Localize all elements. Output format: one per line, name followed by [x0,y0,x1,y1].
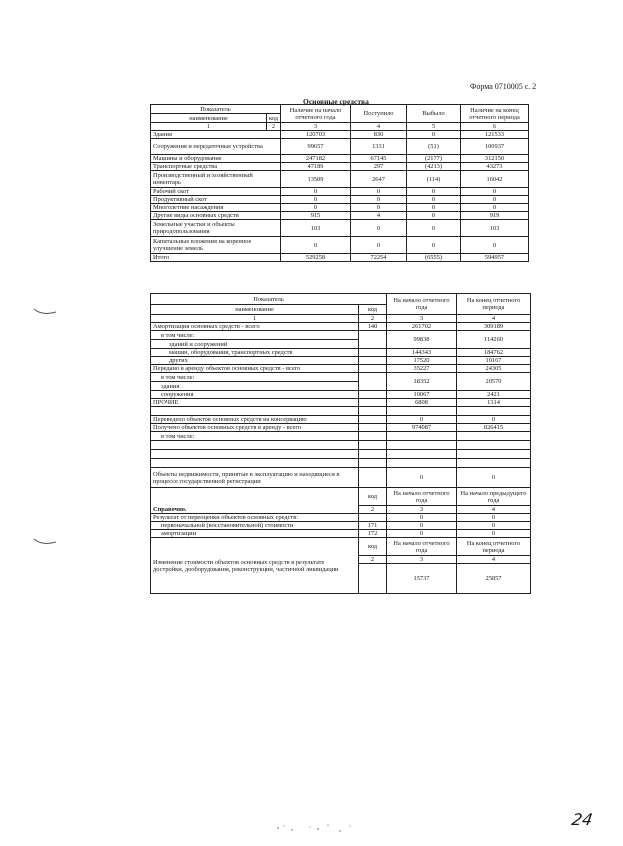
cell-value: 25857 [457,564,531,594]
cell-value: (114) [407,171,461,188]
table-row [151,365,531,373]
cell-code [359,468,387,488]
column-number: 1 [151,315,359,323]
cell-value: 72254 [351,254,407,262]
cell-value: 17520 [387,357,457,365]
depreciation-lease-table [150,293,531,594]
table-row [151,424,531,432]
reference-header-row [151,488,531,506]
cell-value: 0 [407,212,461,220]
punch-mark-bottom [32,536,58,546]
table-row [151,212,529,220]
cell-value: 297 [351,163,407,171]
row-label: ПРОЧИЕ [151,399,359,407]
cell-code: 140 [359,323,387,331]
column-number: 3 [387,556,457,564]
column-number: 4 [457,556,531,564]
cell-value: 0 [461,237,529,254]
table-row [151,468,531,488]
cell-value: 13509 [281,171,351,188]
cell-value: 1314 [457,399,531,407]
cell-value: 144343 [387,349,457,357]
cell-value: 35227 [387,365,457,373]
table-row [151,530,531,538]
row-label: Здания [151,131,281,139]
row-label: машин, оборудования, транспортных средств [151,349,359,357]
header-name: наименование [151,114,267,123]
column-number: 2 [359,506,387,514]
column-number: 5 [407,123,461,131]
cell-value: 0 [457,530,531,538]
header-indicator: Показатель [151,105,281,114]
cell-value: 0 [407,131,461,139]
table-row-empty [151,441,531,450]
cell-value: 103 [461,220,529,237]
column-number: 2 [359,315,387,323]
header-code: код [359,538,387,556]
cell-code [359,391,387,399]
row-label: Многолетние насаждения [151,204,281,212]
column-number: 6 [461,123,529,131]
cell-value: 0 [407,204,461,212]
table-row [151,163,529,171]
header-end: На конец отчетного периода [457,294,531,315]
row-label: Рабочий скот [151,188,281,196]
cell-value: 0 [281,237,351,254]
row-label: в том числе: [151,432,359,441]
cell-code [359,365,387,373]
cell-value: 594957 [461,254,529,262]
cell-code [359,564,387,594]
row-label: Передано в аренду объектов основных средств - всего [151,365,359,373]
cell-value: 919 [461,212,529,220]
header-start: На начало отчетного года [387,294,457,315]
row-label: в том числе: [151,373,359,382]
table-row [151,204,529,212]
row-label: Производственный и хозяйственный инвентарь [151,171,281,188]
table-row [151,399,531,407]
table-row [151,171,529,188]
cell-value: (4213) [407,163,461,171]
row-label: зданий и сооружений [151,340,359,349]
change-header-row [151,538,531,556]
cell-value: 0 [351,188,407,196]
cell-value: 4 [351,212,407,220]
table-row [151,391,531,399]
table-row [151,139,529,155]
row-label: Машины и оборудование [151,155,281,163]
cell-value: 100937 [461,139,529,155]
table-row [151,432,531,441]
page-number: 24 [570,810,595,829]
row-label: Транспортные средства [151,163,281,171]
header-received: Поступило [351,105,407,123]
header-disposed: Выбыло [407,105,461,123]
cell-code [359,349,387,357]
cell-value: 10067 [387,391,457,399]
cell-value: 0 [461,196,529,204]
table-row [151,514,531,522]
cell-code [359,331,387,349]
cell-code [359,399,387,407]
cell-value: 15737 [387,564,457,594]
table-row [151,131,529,139]
table-row [151,373,531,382]
cell-value: 826415 [457,424,531,432]
table-row-empty [151,450,531,459]
row-label: Другие виды основных средств [151,212,281,220]
cell-code [359,357,387,365]
column-number: 4 [351,123,407,131]
cell-value: 312150 [461,155,529,163]
row-label: Продуктивный скот [151,196,281,204]
column-number: 2 [359,556,387,564]
cell-value: (2177) [407,155,461,163]
table-row [151,323,531,331]
cell-value: 43273 [461,163,529,171]
cell-value: 974087 [387,424,457,432]
row-label: здания [151,382,359,391]
cell-value: 6808 [387,399,457,407]
table-row [151,196,529,204]
header-code: код [359,305,387,315]
row-label: Капитальные вложения на коренное улучшение земель [151,237,281,254]
header-code: код [359,488,387,506]
table-row [151,349,531,357]
table-row [151,188,529,196]
table-row-total [151,254,529,262]
cell-value: 0 [387,522,457,530]
cell-value: 0 [407,196,461,204]
change-label: Изменение стоимости объектов основных средств в результате достройки, дооборудования, реконструкции, частичной ликвидации [151,538,359,594]
column-number: 4 [457,315,531,323]
row-label: Объекты недвижимости, принятые в эксплуатацию и находящиеся в процессе государственной регистрации [151,468,359,488]
cell-value: 309189 [457,323,531,331]
table-row [151,331,531,340]
cell-value: 0 [457,468,531,488]
header-prev: На начало предыдущего года [457,488,531,506]
header-start: Наличие на начало отчетного года [281,105,351,123]
cell-value: 20570 [457,373,531,391]
cell-code [359,424,387,432]
column-number: 2 [267,123,281,131]
cell-value: (6555) [407,254,461,262]
cell-value: 24305 [457,365,531,373]
cell-value: (51) [407,139,461,155]
cell-code [359,373,387,391]
cell-value: 16042 [461,171,529,188]
column-number: 3 [281,123,351,131]
column-number: 4 [457,506,531,514]
row-label: Амортизация основных средств - всего [151,323,359,331]
header-end: Наличие на конец отчетного периода [461,105,529,123]
form-number: Форма 0710005 с. 2 [470,82,537,91]
row-label: других [151,357,359,365]
header-start: На начало отчетного года [387,488,457,506]
cell-code: 172 [359,530,387,538]
table-row-empty [151,459,531,468]
table-row [151,416,531,424]
row-label: Сооружения и передаточные устройства [151,139,281,155]
cell-value: 10167 [457,357,531,365]
cell-value: 0 [461,188,529,196]
column-number: 3 [387,315,457,323]
cell-value: 0 [351,220,407,237]
table-row [151,522,531,530]
cell-value: 0 [457,416,531,424]
row-label: Получено объектов основных средств в аренду - всего [151,424,359,432]
cell-value: 0 [457,522,531,530]
cell-value: 0 [387,530,457,538]
row-label: сооружения [151,391,359,399]
cell-value: 114260 [457,331,531,349]
column-number: 1 [151,123,267,131]
cell-value: 0 [387,416,457,424]
cell-value: 103 [281,220,351,237]
cell-value: 2647 [351,171,407,188]
header-end: На конец отчетного периода [457,538,531,556]
cell-value: 0 [387,468,457,488]
cell-value: 1331 [351,139,407,155]
table-row [151,155,529,163]
cell-value: 0 [407,188,461,196]
cell-value: 0 [407,220,461,237]
table-row-empty [151,407,531,416]
table-row [151,237,529,254]
header-indicator: Показатель [151,294,387,305]
scan-noise [270,820,360,836]
cell-value: 247182 [281,155,351,163]
fixed-assets-table [150,104,529,262]
cell-value: 0 [461,204,529,212]
header-name: наименование [151,305,359,315]
cell-value: 99657 [281,139,351,155]
cell-value: 0 [457,514,531,522]
cell-value: 2421 [457,391,531,399]
cell-value: 99838 [387,331,457,349]
cell-value: 67145 [351,155,407,163]
cell-value: 18352 [387,373,457,391]
cell-value: 47189 [281,163,351,171]
cell-value: 0 [387,514,457,522]
cell-value: 915 [281,212,351,220]
cell-value: 529258 [281,254,351,262]
cell-code [359,416,387,424]
cell-value: 0 [407,237,461,254]
cell-value: 830 [351,131,407,139]
cell-value: 184762 [457,349,531,357]
punch-mark-top [32,306,58,316]
cell-value: 0 [351,237,407,254]
reference-title: Справочно. [151,488,359,514]
cell-value: 0 [351,204,407,212]
cell-value: 261702 [387,323,457,331]
row-label: Земельные участки и объекты природопользования [151,220,281,237]
header-code: код [267,114,281,123]
cell-value: 0 [281,188,351,196]
column-number: 3 [387,506,457,514]
table-row [151,220,529,237]
cell-value: 0 [281,196,351,204]
cell-value: 0 [351,196,407,204]
row-label: Результат от переоценки объектов основных средств: [151,514,359,522]
header-start: На начало отчетного года [387,538,457,556]
cell-code [359,514,387,522]
cell-value: 120703 [281,131,351,139]
table-row [151,357,531,365]
row-label: амортизации [151,530,359,538]
cell-value: 121533 [461,131,529,139]
row-label: в том числе: [151,331,359,340]
cell-code: 171 [359,522,387,530]
section-title: Основные средства [303,97,369,106]
row-label: первоначальной (восстановительной) стоимости [151,522,359,530]
row-label: Переведено объектов основных средств на консервацию [151,416,359,424]
cell-value: 0 [281,204,351,212]
row-label: Итого [151,254,281,262]
